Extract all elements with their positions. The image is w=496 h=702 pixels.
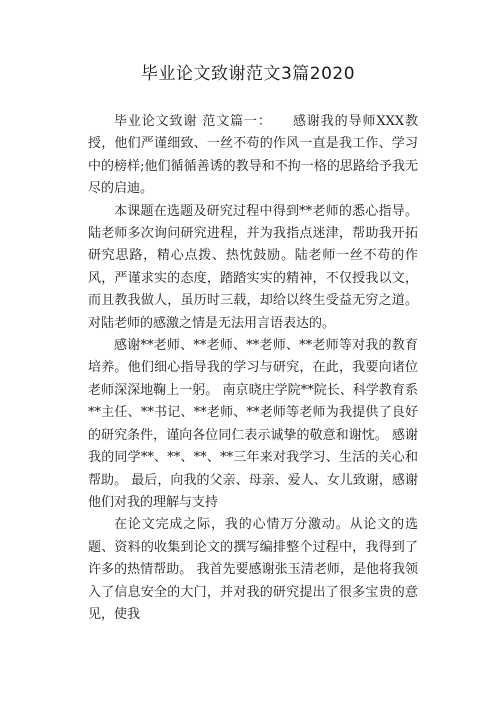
document-title: 毕业论文致谢范文3篇2020 <box>140 64 356 84</box>
paragraph-1: 毕业论文致谢 范文篇一： 感谢我的导师XXX教授，他们严谨细致、一丝不苟的作风一直是我工作、学习中的榜样;他们循循善诱的教导和不拘一格的思路给予我无尽的启迪。 <box>88 114 418 197</box>
paragraph-3: 感谢**老师、**老师、**老师、**老师等对我的教育培养。他们细心指导我的学习与研究，在此，我要向诸位老师深深地鞠上一躬。 南京晓庄学院**院长、科学教育系**主任、**书记、**老师、**老师等老师为我提供了良好的研究条件，谨向各位同仁表示诚挚的敬意和谢忱。 感谢我的同学**、**、**、**三年来对我学习、生活的关心和帮助。 最后，向我的父亲、母亲、爱人、女儿致谢，感谢他们对我的理解与支持 <box>88 338 418 510</box>
paragraph-4: 在论文完成之际，我的心情万分激动。从论文的选题、资料的收集到论文的撰写编排整个过程中，我得到了许多的热情帮助。 我首先要感谢张玉清老师，是他将我领入了信息安全的大门，并对我的研究提出了很多宝贵的意见，使我 <box>88 517 418 622</box>
paragraph-2: 本课题在选题及研究过程中得到**老师的悉心指导。陆老师多次询问研究进程，并为我指点迷津，帮助我开拓研究思路，精心点拨、热忱鼓励。陆老师一丝不苟的作风，严谨求实的态度，踏踏实实的精神，不仅授我以文，而且教我做人，虽历时三载，却给以终生受益无穷之道。对陆老师的感激之情是无法用言语表达的。 <box>88 203 418 331</box>
document-body <box>88 111 418 626</box>
